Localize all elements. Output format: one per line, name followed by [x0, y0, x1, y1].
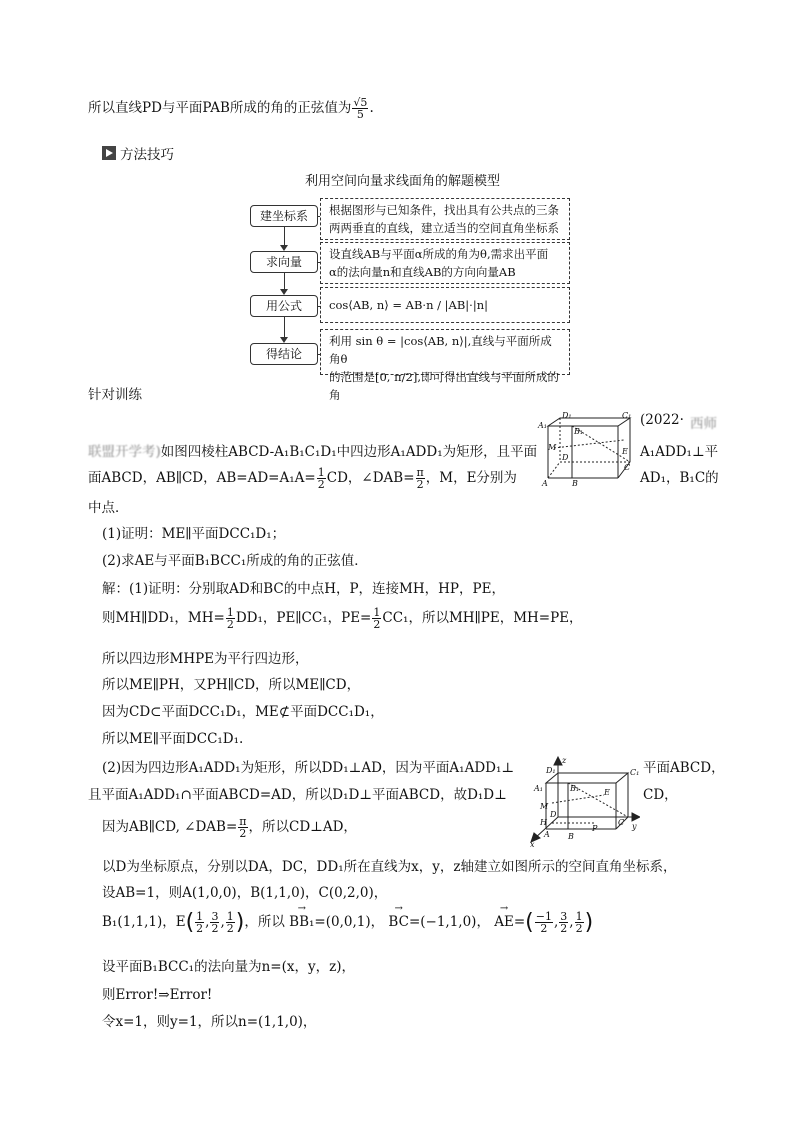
svg-text:B₁: B₁: [570, 784, 580, 793]
svg-text:E: E: [622, 447, 628, 456]
solution-line-9: 因为AB∥CD, ∠DAB= $\frac{\pi}{2}$ ，所以CD⊥AD，: [102, 815, 357, 840]
step-box-4: 得结论: [250, 343, 318, 365]
solution-line-12: B₁(1,1,1)，E( $\frac{1}{2}$ , $\frac{3}{2}$ , $\frac{1}{2}$ )，所以 → BB₁=(0,0,1)， → BC=(−1,1,0)， → AE=( $\frac{-1}{2}$ , $\frac{3}{2}$ , $\frac{1}{2}$ ): [102, 910, 593, 935]
svg-text:C₁: C₁: [622, 411, 632, 420]
svg-text:D: D: [562, 453, 569, 462]
svg-text:M: M: [540, 802, 549, 811]
connector: [284, 317, 285, 337]
solution-line-14: 则Error!⇒Error!: [102, 987, 213, 1003]
solution-line-7-right: 平面ABCD，: [643, 760, 725, 776]
problem-line-2: 面ABCD，AB∥CD，AB=AD=A₁A= $\frac{1}{2}$ CD，∠DAB= $\frac{\pi}{2}$ ，M，E分别为: [88, 466, 517, 491]
solution-line-3: 所以四边形MHPE为平行四边形，: [102, 651, 309, 667]
solution-line-15: 令x=1，则y=1，所以n=(1,1,0)，: [102, 1014, 317, 1030]
step-desc-2: 设直线AB与平面α所成的角为θ,需求出平面 α的法向量n和直线AB的方向向量AB: [320, 242, 570, 284]
svg-text:E: E: [604, 788, 610, 797]
svg-text:D₁: D₁: [562, 411, 572, 420]
svg-text:B₁: B₁: [574, 427, 584, 436]
problem-line-2-right: AD₁，B₁C的: [640, 470, 719, 486]
solution-line-6: 所以ME∥平面DCC₁D₁.: [102, 731, 244, 747]
solution-line-1: 解：(1)证明：分别取AD和BC的中点H，P，连接MH，HP，PE，: [102, 581, 505, 597]
svg-text:A: A: [544, 830, 550, 839]
play-triangle-icon: [102, 146, 116, 160]
conclusion-text: 所以直线PD与平面PAB所成的角的正弦值为: [88, 100, 352, 116]
solution-line-5: 因为CD⊂平面DCC₁D₁，ME⊄平面DCC₁D₁，: [102, 704, 384, 720]
step-desc-3: cos⟨AB, n⟩ = AB·n / |AB|·|n|: [320, 287, 570, 323]
solution-line-8: 且平面A₁ADD₁∩平面ABCD=AD，所以D₁D⊥平面ABCD，故D₁D⊥: [88, 787, 507, 803]
arrow-down-icon: [280, 337, 288, 343]
svg-text:C: C: [618, 818, 625, 827]
solution-line-10: 以D为坐标原点，分别以DA，DC，DD₁所在直线为x，y，z轴建立如图所示的空间直角坐标系，: [102, 859, 677, 875]
solution-line-11: 设AB=1，则A(1,0,0)，B(1,1,0)，C(0,2,0)，: [102, 885, 388, 901]
vector-ae: → AE: [494, 914, 514, 930]
prism-figure-1: [536, 410, 638, 490]
svg-text:P: P: [592, 824, 598, 833]
svg-text:B: B: [572, 479, 578, 488]
solution-line-7: (2)因为四边形A₁ADD₁为矩形，所以DD₁⊥AD，因为平面A₁ADD₁⊥: [102, 760, 515, 776]
svg-text:y: y: [632, 822, 637, 831]
svg-text:D₁: D₁: [546, 766, 556, 775]
solution-line-8-right: CD，: [643, 787, 678, 803]
solution-line-2: 则MH∥DD₁，MH= $\frac{1}{2}$ DD₁，PE∥CC₁，PE= $\frac{1}{2}$ CC₁，所以MH∥PE，MH=PE，: [102, 606, 583, 631]
sqrt5-over-5: $\frac{√5}{5}$: [353, 96, 368, 121]
question-2: (2)求AE与平面B₁BCC₁所成的角的正弦值．: [102, 553, 368, 569]
vector-bc: → BC: [388, 914, 409, 930]
connector: [284, 273, 285, 290]
svg-text:C: C: [624, 463, 631, 472]
section-label: 方法技巧: [120, 147, 174, 163]
connector: [284, 227, 285, 247]
solution-line-13: 设平面B₁BCC₁的法向量为n=(x，y，z)，: [102, 959, 355, 975]
svg-text:B: B: [568, 832, 574, 841]
conclusion-line: 所以直线PD与平面PAB所成的角的正弦值为 $\frac{√5}{5}$ .: [88, 96, 374, 121]
coordinate-figure-2: [528, 755, 640, 847]
vector-bb1: → BB₁: [289, 914, 314, 930]
source-year: (2022·: [640, 412, 684, 428]
problem-line-1: 联盟开学考)如图四棱柱ABCD-A₁B₁C₁D₁中四边形A₁ADD₁为矩形，且平面: [88, 444, 538, 460]
arrow-down-icon: [280, 289, 288, 295]
svg-text:D: D: [550, 810, 557, 819]
svg-text:M: M: [548, 443, 557, 452]
svg-text:A: A: [542, 479, 548, 488]
section-header: [102, 143, 174, 163]
source-blurred: 西师: [690, 416, 717, 432]
svg-text:C₁: C₁: [630, 768, 640, 777]
solution-line-4: 所以ME∥PH，又PH∥CD，所以ME∥CD，: [102, 677, 361, 693]
svg-text:A₁: A₁: [538, 421, 547, 430]
problem-line-3: 中点．: [88, 500, 129, 516]
step-box-2: 求向量: [250, 251, 318, 273]
practice-heading: 针对训练: [88, 387, 142, 403]
step-desc-1: 根据图形与已知条件，找出具有公共点的三条 两两垂直的直线，建立适当的空间直角坐标系: [320, 198, 570, 240]
problem-line-1-right: A₁ADD₁⊥平: [640, 444, 719, 460]
step-box-3: 用公式: [250, 295, 318, 317]
svg-text:x: x: [530, 840, 535, 847]
step-desc-4: 利用 sin θ = |cos⟨AB, n⟩|,直线与平面所成角θ 的范围是[0, π/2],即可得出直线与平面所成的角: [320, 329, 570, 375]
svg-text:A₁: A₁: [534, 784, 543, 793]
flow-title: 利用空间向量求线面角的解题模型: [305, 174, 501, 189]
step-box-1: 建坐标系: [250, 205, 318, 227]
arrow-down-icon: [280, 245, 288, 251]
svg-text:H: H: [540, 818, 547, 827]
svg-text:z: z: [562, 756, 567, 765]
question-1: (1)证明：ME∥平面DCC₁D₁；: [102, 526, 286, 542]
